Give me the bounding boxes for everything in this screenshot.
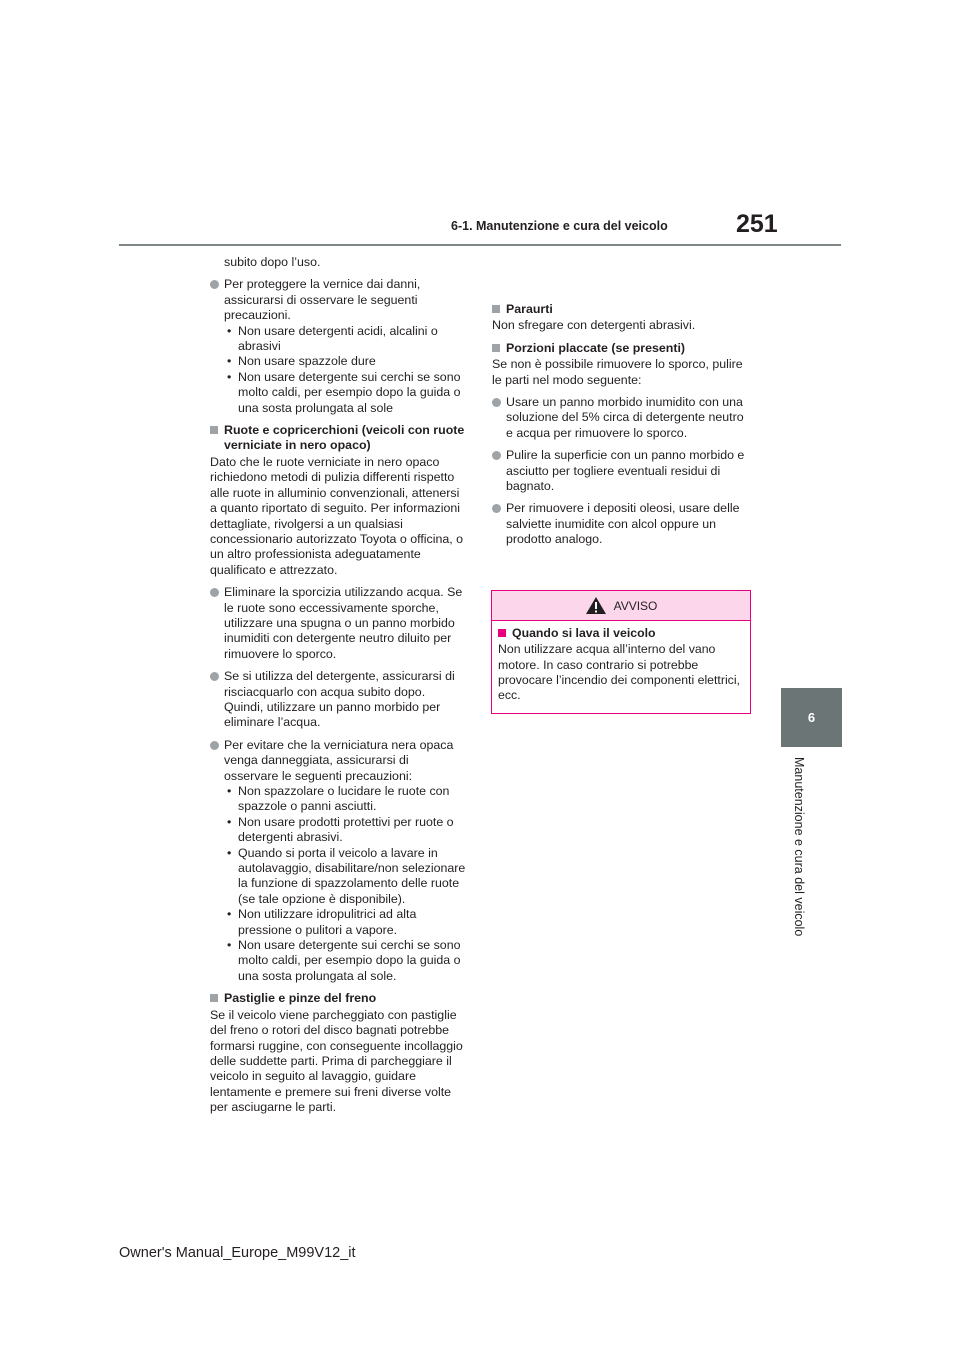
bullet-protect-paint	[210, 277, 466, 416]
warning-text: Non utilizzare acqua all’interno del vano motore. In caso contrario si potrebbe provocare l’incendio dei componenti elettrici, ecc.	[498, 642, 740, 703]
bumpers-paragraph: Non sfregare con detergenti abrasivi.	[492, 318, 696, 333]
bullet-dot-icon	[210, 672, 219, 681]
bullet-plated-3	[492, 501, 750, 547]
list-item: • Quando si porta il veicolo a lavare in autolavaggio, disabilitare/non selezionare la funzione di spazzolamento delle ruote (se tale opzione è disponibile).	[224, 846, 466, 908]
chapter-number: 6	[807, 710, 816, 725]
list-item: • Non spazzolare o lucidare le ruote con spazzole o panni asciutti.	[224, 784, 466, 815]
list-item: • Non usare detergente sui cerchi se sono molto caldi, per esempio dopo la guida o una sosta prolungata al sole	[224, 370, 466, 416]
bullet-dot-icon	[492, 504, 501, 513]
section-heading-plated: Porzioni placcate (se presenti)	[492, 341, 750, 356]
warning-box	[491, 590, 751, 714]
bullet-wheels-water	[210, 585, 466, 662]
list-item: • Non usare spazzole dure	[224, 354, 466, 369]
wheels-paragraph: Dato che le ruote verniciate in nero opaco richiedono metodi di pulizia differenti rispetto alle ruote in alluminio convenzionali, attenersi a quanto riportato di seguito. Per informazioni dettagliate, rivolgersi a un qualsiasi concessionario autorizzato Toyota o officina, o un altro professionista adeguatamente qualificato e attrezzato.	[210, 454, 464, 577]
section-heading-bumpers: Paraurti	[492, 302, 750, 317]
running-header: 6-1. Manutenzione e cura del veicolo	[451, 219, 668, 233]
bullet-text: Eliminare la sporcizia utilizzando acqua. Se le ruote sono eccessivamente sporche, utilizzare una spugna o un panno morbido inumiditi con detergente neutro diluito per rimuovere lo sporco.	[224, 585, 463, 661]
bullet-dot-icon	[492, 451, 501, 460]
list-item: • Non usare detergente sui cerchi se sono molto caldi, per esempio dopo la guida o una sosta prolungata al sole.	[224, 938, 466, 984]
chapter-side-title: Manutenzione e cura del veicolo	[792, 757, 806, 937]
list-item: • Non usare prodotti protettivi per ruote o detergenti abrasivi.	[224, 815, 466, 846]
warning-title: Quando si lava il veicolo	[498, 626, 744, 641]
square-bullet-icon	[210, 426, 218, 434]
page-number: 251	[736, 210, 778, 238]
left-column	[210, 255, 466, 1116]
square-bullet-icon	[492, 305, 500, 313]
bullet-wheels-rinse	[210, 669, 466, 731]
header-rule	[119, 244, 841, 246]
chapter-tab	[781, 688, 842, 747]
list-item: • Non utilizzare idropulitrici ad alta pressione o pulitori a vapore.	[224, 907, 466, 938]
bullet-text: Per rimuovere i depositi oleosi, usare delle salviette inumidite con alcol oppure un prodotto analogo.	[506, 501, 740, 547]
square-bullet-icon	[498, 629, 506, 637]
footer-manual-name: Owner's Manual_Europe_M99V12_it	[119, 1245, 356, 1261]
square-bullet-icon	[210, 994, 218, 1002]
list-item: • Non usare detergenti acidi, alcalini o abrasivi	[224, 324, 466, 355]
plated-paragraph: Se non è possibile rimuovere lo sporco, pulire le parti nel modo seguente:	[492, 357, 743, 387]
bullet-text: Se si utilizza del detergente, assicurarsi di risciacquarlo con acqua subito dopo. Quindi, utilizzare un panno morbido per eliminare l’acqua.	[224, 669, 455, 730]
section-heading-wheels: Ruote e copricerchioni (veicoli con ruote verniciate in nero opaco)	[210, 423, 466, 454]
bullet-text: Per evitare che la verniciatura nera opaca venga danneggiata, assicurarsi di osservare le seguenti precauzioni:	[224, 737, 454, 783]
right-column	[492, 302, 750, 555]
intro-continuation: subito dopo l’uso.	[224, 255, 321, 269]
warning-label: AVVISO	[613, 598, 658, 613]
bullet-dot-icon	[210, 741, 219, 750]
bullet-dot-icon	[210, 280, 219, 289]
bullet-plated-1	[492, 395, 750, 441]
square-bullet-icon	[492, 344, 500, 352]
bullet-plated-2	[492, 448, 750, 494]
section-heading-brakes: Pastiglie e pinze del freno	[210, 991, 466, 1006]
warning-triangle-icon	[585, 596, 607, 615]
bullet-dot-icon	[492, 398, 501, 407]
warning-header	[492, 591, 750, 621]
bullet-text: Pulire la superficie con un panno morbido e asciutto per togliere eventuali residui di bagnato.	[506, 448, 745, 494]
bullet-dot-icon	[210, 588, 219, 597]
bullet-wheels-precautions	[210, 738, 466, 985]
bullet-text: Per proteggere la vernice dai danni, assicurarsi di osservare le seguenti precauzioni.	[224, 277, 421, 323]
bullet-text: Usare un panno morbido inumidito con una soluzione del 5% circa di detergente neutro e acqua per rimuovere lo sporco.	[506, 395, 744, 440]
brakes-paragraph: Se il veicolo viene parcheggiato con pastiglie del freno o rotori del disco bagnati potrebbe formarsi ruggine, con conseguente incollaggio delle suddette parti. Prima di parcheggiare il veicolo in seguito al lavaggio, guidare lentamente e premere sui freni diverse volte per asciugarne le parti.	[210, 1007, 463, 1115]
warning-body	[492, 621, 750, 703]
